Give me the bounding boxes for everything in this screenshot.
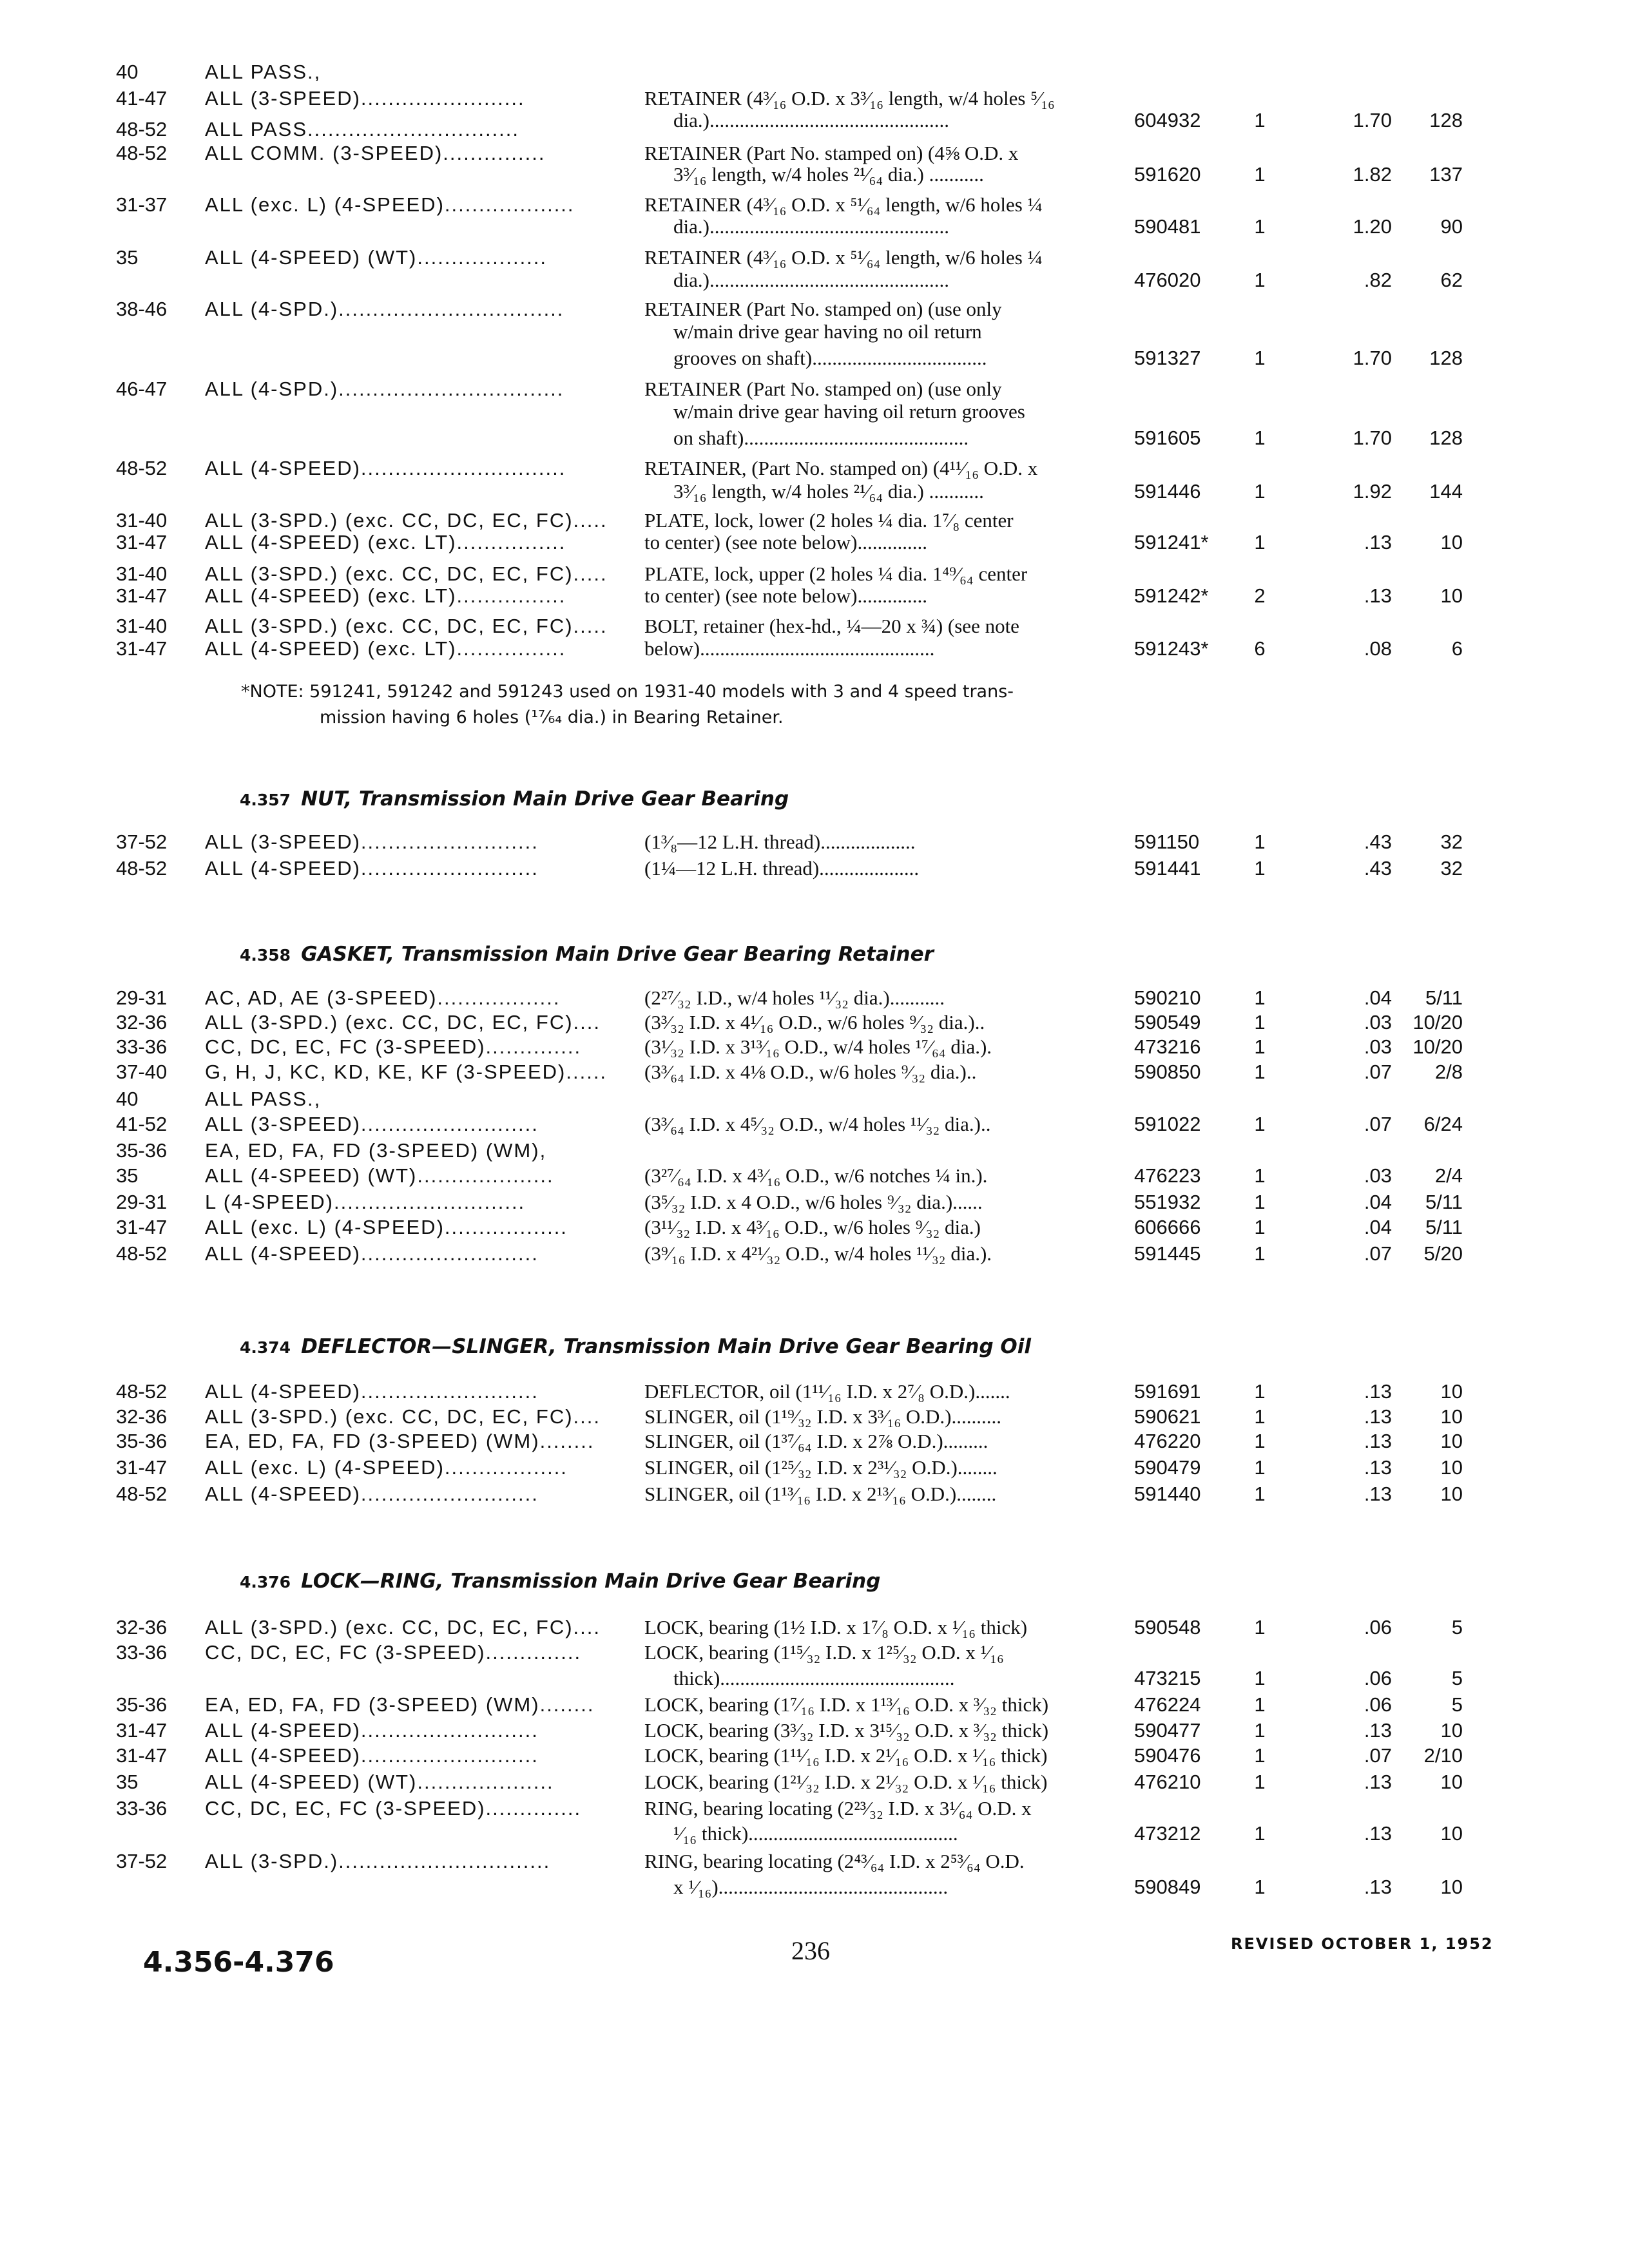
model-years: 35 — [116, 1771, 139, 1793]
list-price: .06 — [1364, 1693, 1392, 1716]
price-code: 62 — [1440, 269, 1463, 291]
quantity: 1 — [1254, 531, 1266, 553]
quantity: 1 — [1254, 1456, 1266, 1479]
part-number: 591327 — [1134, 347, 1201, 369]
part-number: 591691 — [1134, 1380, 1201, 1403]
model-years: 46-47 — [116, 378, 168, 400]
list-price: .82 — [1364, 269, 1392, 291]
part-number: 591441 — [1134, 857, 1201, 879]
list-price: .07 — [1364, 1061, 1392, 1083]
part-number: 551932 — [1134, 1191, 1201, 1213]
model-description: ALL (3-SPD.)............................... — [205, 1850, 551, 1872]
part-description: RING, bearing locating (2²³⁄₃₂ I.D. x 3¹⁄₆₄ O.D. x — [644, 1797, 1032, 1820]
footnote-line-2: mission having 6 holes (¹⁷⁄₆₄ dia.) in Bearing Retainer. — [320, 707, 784, 727]
model-description: ALL (4-SPEED) (exc. LT)................ — [205, 531, 566, 553]
part-description: SLINGER, oil (1¹³⁄₁₆ I.D. x 2¹³⁄₁₆ O.D.)........ — [644, 1483, 997, 1505]
part-description: (1¼—12 L.H. thread).................... — [644, 857, 920, 879]
quantity: 1 — [1254, 1061, 1266, 1083]
part-description: (3⁹⁄₁₆ I.D. x 4²¹⁄₃₂ O.D., w/4 holes ¹¹⁄₃₂ dia.). — [644, 1242, 992, 1265]
part-description: w/main drive gear having oil return grooves — [673, 400, 1025, 423]
quantity: 1 — [1254, 857, 1266, 879]
model-description: CC, DC, EC, FC (3-SPEED).............. — [205, 1641, 582, 1664]
price-code: 128 — [1429, 109, 1463, 131]
model-years: 33-36 — [116, 1797, 168, 1820]
quantity: 1 — [1254, 1430, 1266, 1452]
model-description: ALL (4-SPD.)................................. — [205, 378, 564, 400]
model-description: ALL (4-SPEED).............................. — [205, 457, 566, 479]
quantity: 1 — [1254, 163, 1266, 186]
part-number: 590479 — [1134, 1456, 1201, 1479]
part-description: to center) (see note below).............. — [644, 584, 928, 607]
part-number: 590476 — [1134, 1744, 1201, 1767]
list-price: .13 — [1364, 1430, 1392, 1452]
part-number: 476223 — [1134, 1164, 1201, 1187]
model-years: 41-52 — [116, 1113, 168, 1135]
model-years: 48-52 — [116, 1380, 168, 1403]
quantity: 1 — [1254, 831, 1266, 853]
model-years: 48-52 — [116, 142, 168, 164]
price-code: 2/4 — [1434, 1164, 1463, 1187]
model-description: ALL (4-SPEED) (exc. LT)................ — [205, 584, 566, 607]
price-code: 10/20 — [1412, 1035, 1463, 1058]
quantity: 1 — [1254, 1035, 1266, 1058]
model-description: ALL (exc. L) (4-SPEED)................... — [205, 193, 575, 216]
part-number: 591446 — [1134, 480, 1201, 503]
quantity: 1 — [1254, 1380, 1266, 1403]
part-description: (1³⁄₈—12 L.H. thread)................... — [644, 831, 916, 853]
model-years: 35-36 — [116, 1139, 168, 1162]
model-years: 31-40 — [116, 509, 168, 532]
list-price: 1.82 — [1353, 163, 1392, 186]
part-number: 473215 — [1134, 1667, 1201, 1689]
part-description: dia.)................................................ — [673, 109, 949, 131]
part-description: (3¹¹⁄₃₂ I.D. x 4³⁄₁₆ O.D., w/6 holes ⁹⁄₃₂ dia.) — [644, 1216, 981, 1238]
quantity: 1 — [1254, 1113, 1266, 1135]
part-description: 3³⁄₁₆ length, w/4 holes ²¹⁄₆₄ dia.) ........... — [673, 163, 984, 186]
model-years: 33-36 — [116, 1035, 168, 1058]
price-code: 10 — [1440, 1719, 1463, 1742]
model-years: 37-40 — [116, 1061, 168, 1083]
part-number: 591440 — [1134, 1483, 1201, 1505]
model-description: ALL (3-SPD.) (exc. CC, DC, EC, FC).... — [205, 1405, 601, 1428]
model-years: 48-52 — [116, 1483, 168, 1505]
model-years: 29-31 — [116, 1191, 168, 1213]
part-description: w/main drive gear having no oil return — [673, 320, 982, 343]
quantity: 1 — [1254, 1242, 1266, 1265]
part-number: 591605 — [1134, 427, 1201, 449]
model-years: 31-47 — [116, 1719, 168, 1742]
section-heading — [240, 1570, 880, 1594]
list-price: .04 — [1364, 1216, 1392, 1238]
model-description: ALL (4-SPEED).......................... — [205, 1719, 539, 1742]
part-description: SLINGER, oil (1¹⁹⁄₃₂ I.D. x 3³⁄₁₆ O.D.).......... — [644, 1405, 1001, 1428]
list-price: .13 — [1364, 1822, 1392, 1845]
price-code: 6 — [1451, 637, 1463, 660]
part-number: 591243* — [1134, 637, 1209, 660]
quantity: 1 — [1254, 215, 1266, 238]
quantity: 1 — [1254, 1693, 1266, 1716]
part-description: SLINGER, oil (1²⁵⁄₃₂ I.D. x 2³¹⁄₃₂ O.D.)........ — [644, 1456, 998, 1479]
quantity: 1 — [1254, 1191, 1266, 1213]
part-number: 476020 — [1134, 269, 1201, 291]
section-number: 4.376 — [240, 1573, 291, 1591]
part-number: 590548 — [1134, 1616, 1201, 1639]
price-code: 10 — [1440, 1483, 1463, 1505]
price-code: 5/11 — [1425, 1216, 1463, 1238]
model-description: ALL (4-SPD.)................................. — [205, 298, 564, 320]
quantity: 1 — [1254, 1744, 1266, 1767]
part-description: SLINGER, oil (1³⁷⁄₆₄ I.D. x 2⅞ O.D.)......... — [644, 1430, 988, 1452]
part-description: dia.)................................................ — [673, 269, 949, 291]
part-number: 606666 — [1134, 1216, 1201, 1238]
section-number: 4.374 — [240, 1338, 291, 1357]
price-code: 137 — [1429, 163, 1463, 186]
list-price: .13 — [1364, 1876, 1392, 1898]
part-description: LOCK, bearing (3³⁄₃₂ I.D. x 3¹⁵⁄₃₂ O.D. x ³⁄₃₂ thick) — [644, 1719, 1049, 1742]
model-years: 35-36 — [116, 1693, 168, 1716]
part-number: 591620 — [1134, 163, 1201, 186]
part-number: 590621 — [1134, 1405, 1201, 1428]
part-number: 604932 — [1134, 109, 1201, 131]
list-price: .13 — [1364, 1771, 1392, 1793]
price-code: 5 — [1451, 1616, 1463, 1639]
part-number: 476220 — [1134, 1430, 1201, 1452]
part-number: 476210 — [1134, 1771, 1201, 1793]
part-number: 590481 — [1134, 215, 1201, 238]
quantity: 1 — [1254, 347, 1266, 369]
model-years: 31-47 — [116, 1216, 168, 1238]
model-description: ALL (4-SPEED).......................... — [205, 1744, 539, 1767]
model-years: 31-40 — [116, 615, 168, 637]
list-price: 1.70 — [1353, 347, 1392, 369]
quantity: 1 — [1254, 1719, 1266, 1742]
price-code: 2/8 — [1434, 1061, 1463, 1083]
list-price: .13 — [1364, 1719, 1392, 1742]
price-code: 5 — [1451, 1693, 1463, 1716]
model-description: ALL (exc. L) (4-SPEED).................. — [205, 1456, 568, 1479]
quantity: 1 — [1254, 109, 1266, 131]
model-years: 32-36 — [116, 1616, 168, 1639]
model-years: 31-37 — [116, 193, 168, 216]
quantity: 6 — [1254, 637, 1266, 660]
model-years: 31-47 — [116, 1744, 168, 1767]
part-description: PLATE, lock, upper (2 holes ¼ dia. 1⁴⁹⁄₆₄ center — [644, 562, 1028, 585]
list-price: .13 — [1364, 1483, 1392, 1505]
section-heading — [240, 1335, 1031, 1360]
quantity: 1 — [1254, 1667, 1266, 1689]
part-description: (3⁵⁄₃₂ I.D. x 4 O.D., w/6 holes ⁹⁄₃₂ dia.)...... — [644, 1191, 983, 1213]
part-description: (3²⁷⁄₆₄ I.D. x 4³⁄₁₆ O.D., w/6 notches ¼ in.). — [644, 1164, 988, 1187]
quantity: 1 — [1254, 1771, 1266, 1793]
price-code: 5 — [1451, 1667, 1463, 1689]
list-price: .07 — [1364, 1744, 1392, 1767]
section-heading — [240, 943, 934, 967]
model-description: ALL (4-SPEED).......................... — [205, 857, 539, 879]
quantity: 1 — [1254, 986, 1266, 1009]
price-code: 5/11 — [1425, 1191, 1463, 1213]
model-years: 35-36 — [116, 1430, 168, 1452]
model-years: 38-46 — [116, 298, 168, 320]
part-number: 590210 — [1134, 986, 1201, 1009]
price-code: 6/24 — [1423, 1113, 1463, 1135]
model-years: 35 — [116, 1164, 139, 1187]
model-years: 48-52 — [116, 457, 168, 479]
model-years: 29-31 — [116, 986, 168, 1009]
model-description: ALL (4-SPEED) (WT)................... — [205, 246, 548, 269]
section-number: 4.357 — [240, 791, 291, 809]
quantity: 1 — [1254, 1405, 1266, 1428]
model-years: 32-36 — [116, 1405, 168, 1428]
part-number: 476224 — [1134, 1693, 1201, 1716]
price-code: 128 — [1429, 347, 1463, 369]
model-description: ALL (3-SPEED).......................... — [205, 831, 539, 853]
model-years: 40 — [116, 1088, 139, 1110]
model-description: L (4-SPEED)............................ — [205, 1191, 526, 1213]
part-description: RETAINER (4³⁄₁₆ O.D. x 3³⁄₁₆ length, w/4 holes ⁵⁄₁₆ — [644, 87, 1055, 110]
price-code: 10 — [1440, 1876, 1463, 1898]
list-price: 1.70 — [1353, 109, 1392, 131]
part-number: 591022 — [1134, 1113, 1201, 1135]
part-description: (3¹⁄₃₂ I.D. x 3¹³⁄₁₆ O.D., w/4 holes ¹⁷⁄₆₄ dia.). — [644, 1035, 992, 1058]
list-price: .03 — [1364, 1164, 1392, 1187]
part-number: 591242* — [1134, 584, 1209, 607]
part-description: below)............................................... — [644, 637, 935, 660]
part-number: 590477 — [1134, 1719, 1201, 1742]
model-description: EA, ED, FA, FD (3-SPEED) (WM)........ — [205, 1693, 595, 1716]
revision-date: REVISED OCTOBER 1, 1952 — [1231, 1935, 1494, 1953]
model-years: 40 — [116, 61, 139, 83]
part-description: to center) (see note below).............. — [644, 531, 928, 553]
model-years: 32-36 — [116, 1011, 168, 1033]
quantity: 2 — [1254, 584, 1266, 607]
model-description: ALL (4-SPEED) (WT).................... — [205, 1771, 554, 1793]
model-years: 31-47 — [116, 531, 168, 553]
model-description: ALL (4-SPEED) (WT).................... — [205, 1164, 554, 1187]
model-years: 48-52 — [116, 1242, 168, 1265]
part-description: ¹⁄₁₆ thick).......................................... — [673, 1822, 958, 1845]
list-price: .43 — [1364, 831, 1392, 853]
model-years: 37-52 — [116, 1850, 168, 1872]
list-price: .07 — [1364, 1242, 1392, 1265]
model-description: G, H, J, KC, KD, KE, KF (3-SPEED)...... — [205, 1061, 608, 1083]
quantity: 1 — [1254, 1616, 1266, 1639]
model-description: ALL COMM. (3-SPEED)............... — [205, 142, 546, 164]
part-description: RING, bearing locating (2⁴³⁄₆₄ I.D. x 2⁵³⁄₆₄ O.D. — [644, 1850, 1025, 1872]
model-description: CC, DC, EC, FC (3-SPEED).............. — [205, 1797, 582, 1820]
quantity: 1 — [1254, 1483, 1266, 1505]
model-years: 31-47 — [116, 584, 168, 607]
part-description: (2²⁷⁄₃₂ I.D., w/4 holes ¹¹⁄₃₂ dia.)........... — [644, 986, 945, 1009]
part-description: on shaft)............................................. — [673, 427, 969, 449]
list-price: .03 — [1364, 1011, 1392, 1033]
part-description: LOCK, bearing (1¹¹⁄₁₆ I.D. x 2¹⁄₁₆ O.D. x ¹⁄₁₆ thick) — [644, 1744, 1048, 1767]
model-years: 31-47 — [116, 637, 168, 660]
section-title: LOCK—RING, Transmission Main Drive Gear Bearing — [301, 1570, 881, 1593]
list-price: 1.20 — [1353, 215, 1392, 238]
section-title: GASKET, Transmission Main Drive Gear Bearing Retainer — [301, 943, 934, 966]
quantity: 1 — [1254, 427, 1266, 449]
list-price: 1.70 — [1353, 427, 1392, 449]
model-description: ALL (4-SPEED).......................... — [205, 1380, 539, 1403]
part-description: RETAINER (Part No. stamped on) (use only — [644, 378, 1002, 400]
price-code: 10/20 — [1412, 1011, 1463, 1033]
part-description: DEFLECTOR, oil (1¹¹⁄₁₆ I.D. x 2⁷⁄₈ O.D.)....... — [644, 1380, 1010, 1403]
part-description: LOCK, bearing (1²¹⁄₃₂ I.D. x 2¹⁄₃₂ O.D. x ¹⁄₁₆ thick) — [644, 1771, 1048, 1793]
list-price: .06 — [1364, 1616, 1392, 1639]
part-description: 3³⁄₁₆ length, w/4 holes ²¹⁄₆₄ dia.) ........... — [673, 480, 984, 503]
model-years: 35 — [116, 246, 139, 269]
model-description: EA, ED, FA, FD (3-SPEED) (WM)........ — [205, 1430, 595, 1452]
section-range: 4.356-4.376 — [143, 1946, 334, 1979]
part-description: (3³⁄₃₂ I.D. x 4¹⁄₁₆ O.D., w/6 holes ⁹⁄₃₂ dia.).. — [644, 1011, 985, 1033]
model-description: ALL (3-SPD.) (exc. CC, DC, EC, FC)..... — [205, 509, 608, 532]
part-description: dia.)................................................ — [673, 215, 949, 238]
model-years: 37-52 — [116, 831, 168, 853]
price-code: 10 — [1440, 584, 1463, 607]
price-code: 5/11 — [1425, 986, 1463, 1009]
part-description: PLATE, lock, lower (2 holes ¼ dia. 1⁷⁄₈ center — [644, 509, 1014, 532]
price-code: 2/10 — [1423, 1744, 1463, 1767]
part-description: x ¹⁄₁₆).............................................. — [673, 1876, 949, 1898]
model-description: ALL PASS., — [205, 61, 322, 83]
list-price: .03 — [1364, 1035, 1392, 1058]
list-price: .04 — [1364, 986, 1392, 1009]
model-description: ALL (4-SPEED) (exc. LT)................ — [205, 637, 566, 660]
list-price: .07 — [1364, 1113, 1392, 1135]
model-years: 48-52 — [116, 118, 168, 140]
model-description: ALL (3-SPD.) (exc. CC, DC, EC, FC).... — [205, 1011, 601, 1033]
price-code: 10 — [1440, 1405, 1463, 1428]
price-code: 90 — [1440, 215, 1463, 238]
list-price: .43 — [1364, 857, 1392, 879]
list-price: .06 — [1364, 1667, 1392, 1689]
price-code: 10 — [1440, 1456, 1463, 1479]
part-description: thick)............................................... — [673, 1667, 955, 1689]
model-description: ALL (3-SPEED)........................ — [205, 87, 525, 110]
part-number: 590849 — [1134, 1876, 1201, 1898]
footnote-line-1: *NOTE: 591241, 591242 and 591243 used on 1931-40 models with 3 and 4 speed trans- — [241, 682, 1014, 702]
part-description: LOCK, bearing (1¹⁵⁄₃₂ I.D. x 1²⁵⁄₃₂ O.D. x ¹⁄₁₆ — [644, 1641, 1004, 1664]
part-description: grooves on shaft)................................... — [673, 347, 987, 369]
list-price: .13 — [1364, 531, 1392, 553]
quantity: 1 — [1254, 1216, 1266, 1238]
quantity: 1 — [1254, 1164, 1266, 1187]
model-years: 33-36 — [116, 1641, 168, 1664]
section-number: 4.358 — [240, 946, 291, 965]
price-code: 10 — [1440, 1430, 1463, 1452]
part-description: RETAINER (Part No. stamped on) (use only — [644, 298, 1002, 320]
section-title: DEFLECTOR—SLINGER, Transmission Main Drive Gear Bearing Oil — [301, 1335, 1032, 1358]
price-code: 10 — [1440, 1771, 1463, 1793]
list-price: 1.92 — [1353, 480, 1392, 503]
part-description: LOCK, bearing (1½ I.D. x 1⁷⁄₈ O.D. x ¹⁄₁₆ thick) — [644, 1616, 1028, 1639]
quantity: 1 — [1254, 1876, 1266, 1898]
price-code: 32 — [1440, 831, 1463, 853]
list-price: .13 — [1364, 584, 1392, 607]
model-description: ALL (4-SPEED).......................... — [205, 1242, 539, 1265]
model-description: ALL (exc. L) (4-SPEED).................. — [205, 1216, 568, 1238]
list-price: .13 — [1364, 1456, 1392, 1479]
part-description: RETAINER (4³⁄₁₆ O.D. x ⁵¹⁄₆₄ length, w/6 holes ¼ — [644, 246, 1043, 269]
model-years: 31-40 — [116, 562, 168, 585]
price-code: 32 — [1440, 857, 1463, 879]
quantity: 1 — [1254, 269, 1266, 291]
model-years: 48-52 — [116, 857, 168, 879]
part-number: 591150 — [1134, 831, 1200, 853]
price-code: 128 — [1429, 427, 1463, 449]
list-price: .13 — [1364, 1380, 1392, 1403]
price-code: 10 — [1440, 531, 1463, 553]
part-number: 473216 — [1134, 1035, 1201, 1058]
list-price: .13 — [1364, 1405, 1392, 1428]
part-description: (3³⁄₆₄ I.D. x 4⁵⁄₃₂ O.D., w/4 holes ¹¹⁄₃₂ dia.).. — [644, 1113, 991, 1135]
model-description: ALL PASS............................... — [205, 118, 520, 140]
part-description: (3³⁄₆₄ I.D. x 4⅛ O.D., w/6 holes ⁹⁄₃₂ dia.).. — [644, 1061, 977, 1083]
model-description: AC, AD, AE (3-SPEED).................. — [205, 986, 561, 1009]
model-years: 41-47 — [116, 87, 168, 110]
quantity: 1 — [1254, 1822, 1266, 1845]
model-years: 31-47 — [116, 1456, 168, 1479]
part-number: 591445 — [1134, 1242, 1201, 1265]
part-number: 590549 — [1134, 1011, 1201, 1033]
model-description: ALL (3-SPD.) (exc. CC, DC, EC, FC).... — [205, 1616, 601, 1639]
part-description: RETAINER (4³⁄₁₆ O.D. x ⁵¹⁄₆₄ length, w/6 holes ¼ — [644, 193, 1043, 216]
price-code: 5/20 — [1423, 1242, 1463, 1265]
part-number: 591241* — [1134, 531, 1209, 553]
model-description: CC, DC, EC, FC (3-SPEED).............. — [205, 1035, 582, 1058]
model-description: ALL (3-SPD.) (exc. CC, DC, EC, FC)..... — [205, 615, 608, 637]
part-number: 473212 — [1134, 1822, 1201, 1845]
quantity: 1 — [1254, 480, 1266, 503]
price-code: 10 — [1440, 1380, 1463, 1403]
section-title: NUT, Transmission Main Drive Gear Bearing — [301, 787, 789, 811]
part-description: RETAINER (Part No. stamped on) (4⅝ O.D. x — [644, 142, 1019, 164]
model-description: ALL (3-SPD.) (exc. CC, DC, EC, FC)..... — [205, 562, 608, 585]
list-price: .04 — [1364, 1191, 1392, 1213]
part-description: LOCK, bearing (1⁷⁄₁₆ I.D. x 1¹³⁄₁₆ O.D. x ³⁄₃₂ thick) — [644, 1693, 1049, 1716]
section-heading — [240, 787, 789, 812]
quantity: 1 — [1254, 1011, 1266, 1033]
price-code: 10 — [1440, 1822, 1463, 1845]
model-description: ALL PASS., — [205, 1088, 322, 1110]
part-number: 590850 — [1134, 1061, 1201, 1083]
model-description: ALL (3-SPEED).......................... — [205, 1113, 539, 1135]
part-description: RETAINER, (Part No. stamped on) (4¹¹⁄₁₆ O.D. x — [644, 457, 1038, 479]
price-code: 144 — [1429, 480, 1463, 503]
model-description: EA, ED, FA, FD (3-SPEED) (WM), — [205, 1139, 547, 1162]
part-description: BOLT, retainer (hex-hd., ¼—20 x ¾) (see note — [644, 615, 1019, 637]
page-number: 236 — [791, 1936, 830, 1965]
list-price: .08 — [1364, 637, 1392, 660]
model-description: ALL (4-SPEED).......................... — [205, 1483, 539, 1505]
